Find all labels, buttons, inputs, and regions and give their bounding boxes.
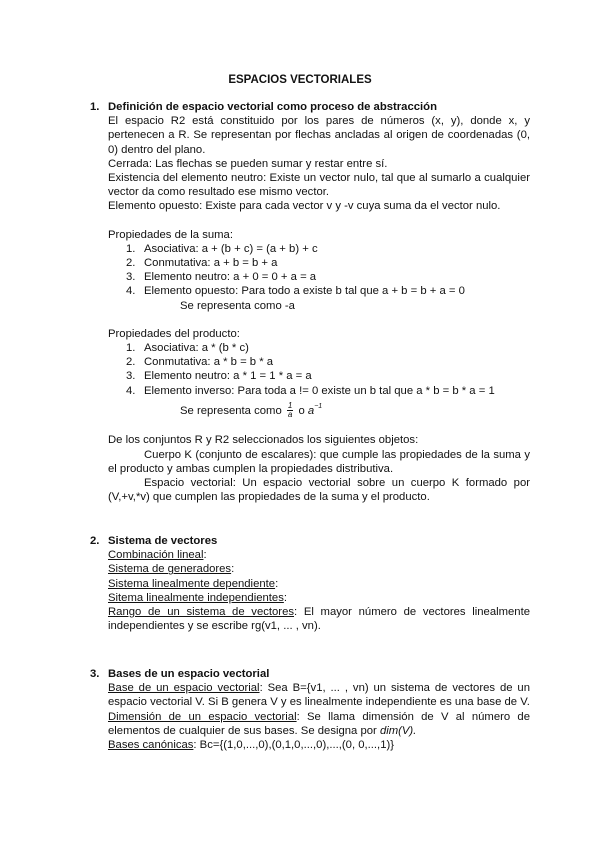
espacio-paragraph: Espacio vectorial: Un espacio vectorial sobre un cuerpo K formado por (V,+v,*v) que cumplen las propiedades de la suma y el producto. [108,476,530,504]
r2-intro-paragraph: El espacio R2 está constituido por los pares de números (x, y), donde x, y pertenecen a R. Se representan por flechas ancladas al origen de coordenadas (0, 0) dentro del plano. [108,115,530,156]
section-3-number: 3. [90,668,100,680]
list-item: 2. Conmutativa: a * b = b * a [126,356,274,369]
term-independientes: Sitema linealmente independientes: [108,591,287,604]
list-item: 1. Asociativa: a + (b + c) = (a + b) + c [126,242,318,255]
section-1-number: 1. [90,101,100,113]
list-item: 4. Elemento inverso: Para toda a != 0 existe un b tal que a * b = b * a = 1 [126,384,495,397]
section-3-heading [90,667,530,681]
dimension-paragraph: Dimensión de un espacio vectorial: Se llama dimensión de V al número de elementos de cualquier de sus bases. Se designa por dim(V). [108,710,530,737]
producto-properties-title: Propiedades del producto: [108,327,240,340]
producto-note: Se representa como $\frac{1}{a}$ o $a^{-1}$ [180,401,323,420]
canonicas-line: Bases canónicas: Bc={(1,0,...,0),(0,1,0,...,0),...,(0, 0,...,1)} [108,739,395,752]
section-2-heading [90,534,530,548]
suma-properties-list [108,242,530,299]
document-title: ESPACIOS VECTORIALES [228,74,372,86]
term-dependiente: Sistema linealmente dependiente: [108,577,279,590]
cerrada-line: Cerrada: Las flechas se pueden sumar y restar entre sí. [108,157,388,170]
list-item: 2. Conmutativa: a + b = b + a [126,257,278,270]
section-1-title: Definición de espacio vectorial como proceso de abstracción [108,101,437,113]
neutro-paragraph: Existencia del elemento neutro: Existe un vector nulo, tal que al sumarlo a cualquier vector da como resultado ese mismo vector. [108,172,530,199]
section-2-number: 2. [90,535,100,547]
producto-properties-list [108,341,530,398]
section-1 [90,100,530,504]
term-combinacion: Combinación lineal: [108,549,207,562]
base-paragraph: Base de un espacio vectorial: Sea B={v1, ... , vn) un sistema de vectores de un espacio vectorial V. Si B genera V y es linealmente independiente es una base de V. [108,682,530,709]
list-item: 3. Elemento neutro: a + 0 = 0 + a = a [126,271,317,284]
list-item: 4. Elemento opuesto: Para todo a existe b tal que a + b = b + a = 0 [126,285,465,298]
term-generadores: Sistema de generadores: [108,563,235,576]
section-2 [90,534,530,633]
rango-paragraph: Rango de un sistema de vectores: El mayor número de vectores linealmente independientes y se escribe rg(v1, ... , vn). [108,606,531,633]
suma-note: Se representa como -a [180,299,295,312]
opuesto-line: Elemento opuesto: Existe para cada vector v y -v cuya suma da el vector nulo. [108,200,501,213]
cuerpo-paragraph: Cuerpo K (conjunto de escalares): que cumple las propiedades de la suma y el producto y ambas cumplen la propiedades distributiva. [108,448,530,475]
conjuntos-intro: De los conjuntos R y R2 seleccionados los siguientes objetos: [108,434,419,447]
section-2-title: Sistema de vectores [108,535,218,547]
section-1-heading [90,100,530,114]
one-over-a-fraction: $\frac{1}{a}$ [287,401,293,420]
section-3 [90,667,530,752]
list-item: 3. Elemento neutro: a * 1 = 1 * a = a [126,370,312,383]
suma-properties-title: Propiedades de la suma: [108,228,233,241]
section-3-title: Bases de un espacio vectorial [108,668,270,680]
list-item: 1. Asociativa: a * (b * c) [126,342,249,355]
